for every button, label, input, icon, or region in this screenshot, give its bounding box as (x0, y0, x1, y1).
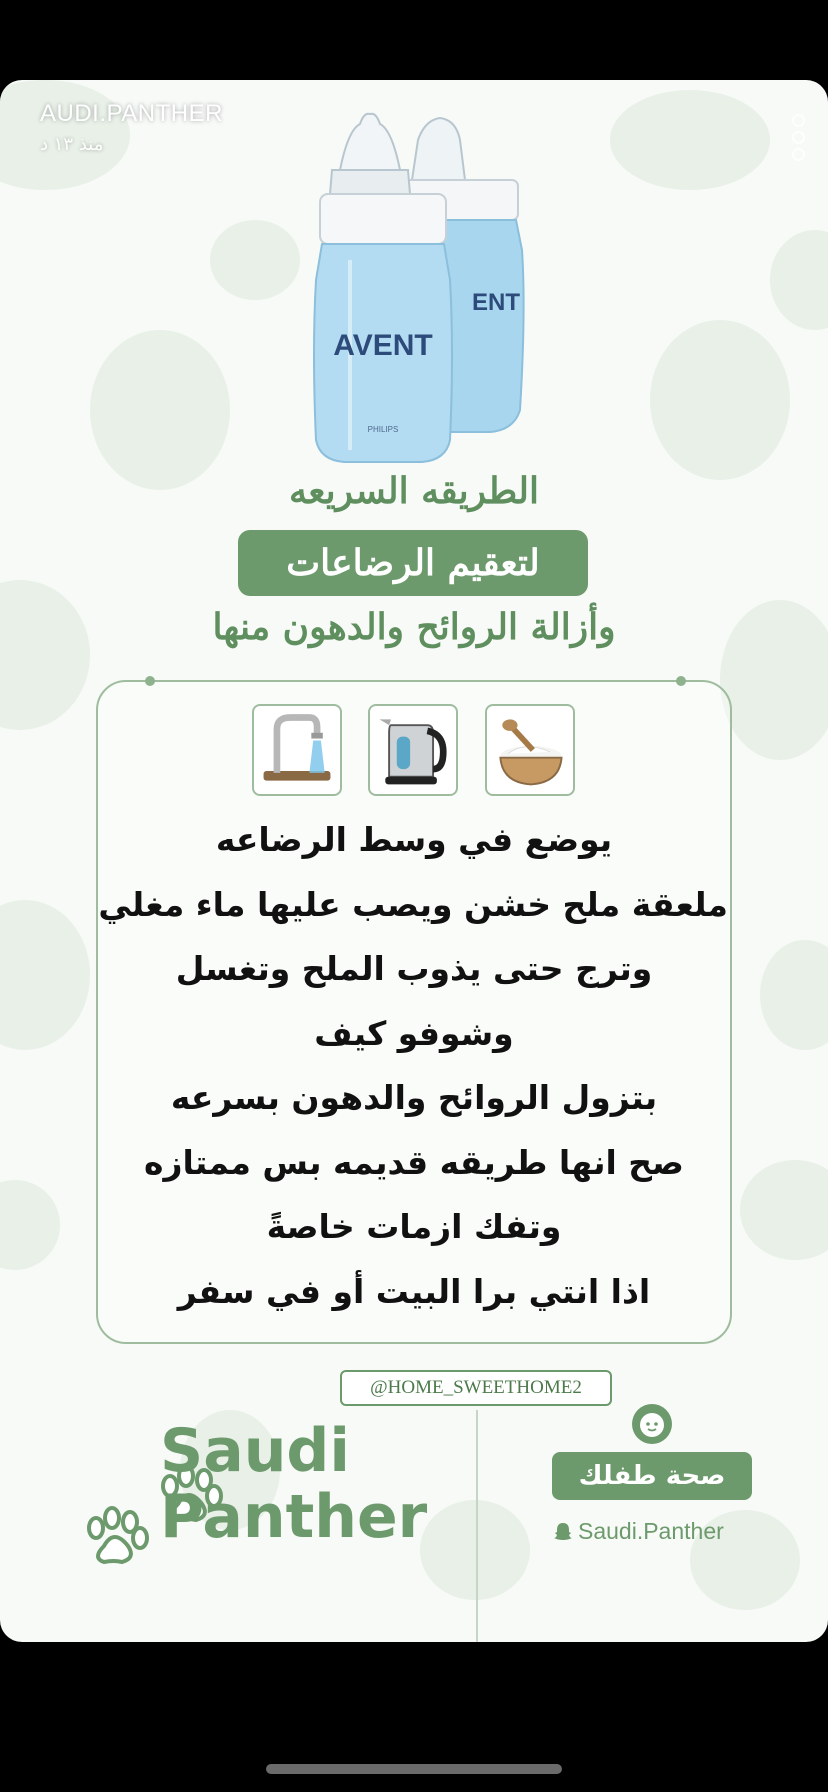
instruction-line: ملعقة ملح خشن ويصب عليها ماء مغلي (98, 884, 728, 924)
title-line-1: الطريقه السريعه (288, 470, 540, 512)
bottle-sub-text: PHILIPS (367, 425, 399, 434)
instructions-text (100, 808, 728, 1324)
brand-name (160, 1418, 427, 1550)
title-line-3: وأزالة الروائح والدهون منها (212, 606, 616, 648)
instruction-line: صح انها طريقه قديمه بس ممتازه (144, 1142, 684, 1182)
snapchat-ghost-icon (552, 1520, 574, 1542)
back-bottle-brand: ENT (472, 289, 520, 316)
footer-divider (476, 1410, 478, 1642)
home-indicator[interactable] (266, 1764, 562, 1774)
story-timestamp: منذ ١٣ د (40, 134, 104, 155)
instagram-handle: @HOME_SWEETHOME2 (340, 1370, 612, 1406)
instruction-line: وترج حتى يذوب الملح وتغسل (175, 949, 653, 988)
more-options-icon[interactable] (792, 114, 804, 154)
story-username[interactable]: AUDI.PANTHER (40, 100, 223, 127)
frame-ornament-left (145, 676, 155, 686)
instruction-line: وتفك ازمات خاصةً (266, 1207, 562, 1246)
kettle-icon (368, 704, 458, 796)
story-header[interactable] (40, 100, 223, 155)
snapchat-handle-text: Saudi.Panther (578, 1517, 724, 1544)
title-line-2: لتعقيم الرضاعات (238, 530, 588, 596)
faucet-icon (252, 704, 342, 796)
bottle-brand-text: AVENT (333, 329, 433, 362)
brand-name-line1: Saudi (160, 1416, 350, 1486)
baby-bottles-image (300, 110, 540, 470)
instruction-line: يوضع في وسط الرضاعه (215, 820, 613, 859)
instruction-line: بتزول الروائح والدهون بسرعه (170, 1078, 658, 1117)
baby-face-icon (630, 1402, 674, 1446)
frame-ornament-right (676, 676, 686, 686)
brand-name-line2: Panther (160, 1482, 428, 1552)
baby-health-label: صحة طفلك (552, 1452, 752, 1500)
salt-bowl-icon (485, 704, 575, 796)
instruction-line: اذا انتي برا البيت أو في سفر (177, 1271, 651, 1311)
snapchat-handle (552, 1514, 752, 1548)
instruction-line: وشوفو كيف (314, 1013, 514, 1053)
